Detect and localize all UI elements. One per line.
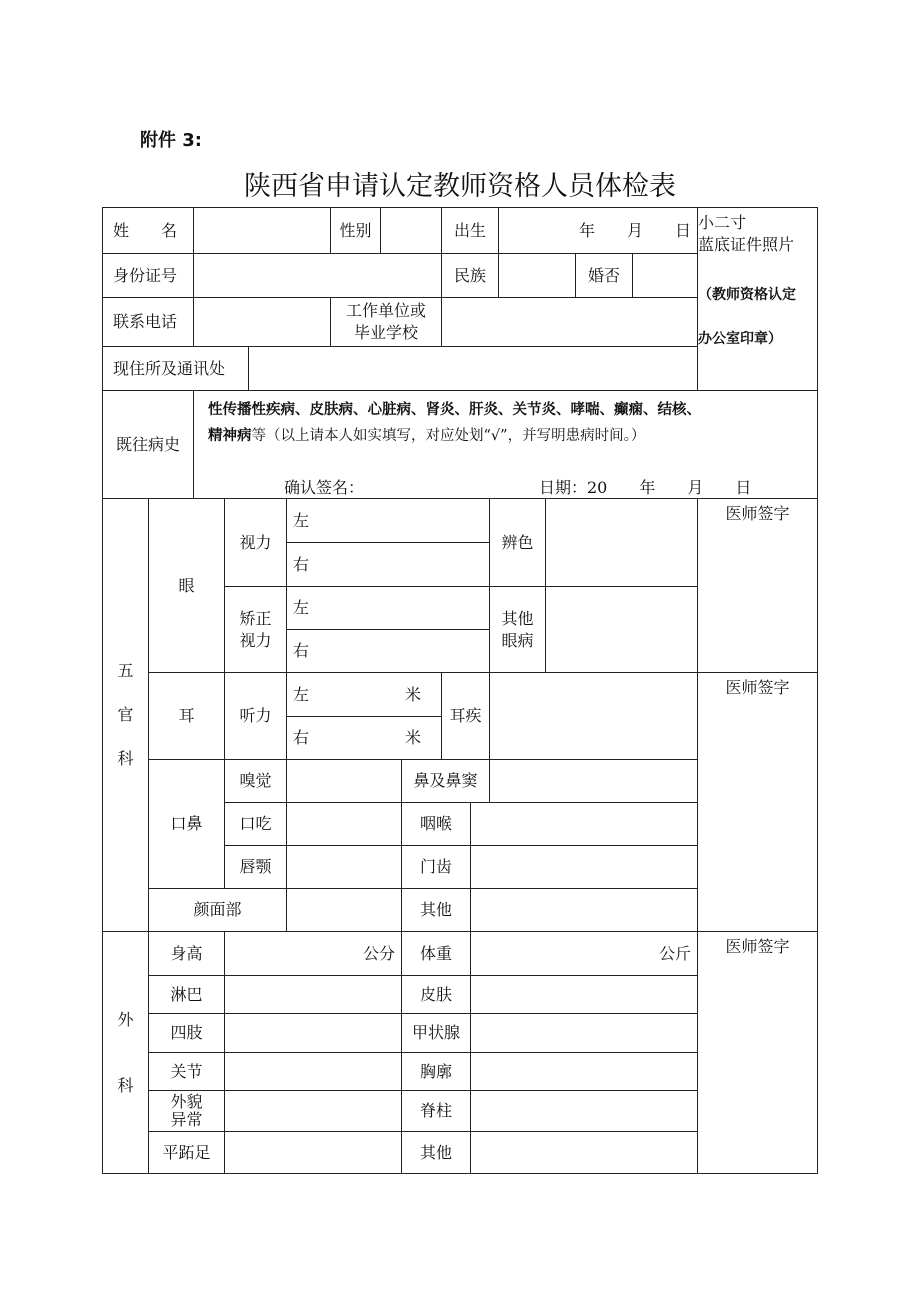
throat-field[interactable] — [470, 802, 698, 846]
label-appearance: 外貌异常 — [148, 1090, 225, 1132]
label-id: 身份证号 — [102, 253, 194, 298]
phone-field[interactable] — [193, 297, 331, 347]
date-label: 日期：20 年 月 日 — [539, 478, 752, 497]
label-birth: 出生 — [441, 207, 499, 254]
label-skin: 皮肤 — [401, 975, 471, 1014]
label-lymph: 淋巴 — [148, 975, 225, 1014]
label-name: 姓 名 — [102, 207, 194, 254]
label-phone: 联系电话 — [102, 297, 194, 347]
doctor-sign-eye[interactable]: 医师签字 — [697, 498, 818, 673]
label-married: 婚否 — [575, 253, 633, 298]
label-weight: 体重 — [401, 931, 471, 976]
chest-field[interactable] — [470, 1052, 698, 1091]
lip-field[interactable] — [286, 845, 402, 889]
attachment-label: 附件 3: — [140, 130, 202, 151]
flatfoot-field[interactable] — [224, 1131, 402, 1174]
corrected-right[interactable]: 右 — [286, 629, 490, 673]
other-eye-field[interactable] — [545, 586, 698, 673]
label-joints: 关节 — [148, 1052, 225, 1091]
label-throat: 咽喉 — [401, 802, 471, 846]
hearing-right[interactable]: 右 米 — [286, 716, 442, 760]
label-lip: 唇颚 — [224, 845, 287, 889]
label-vision: 视力 — [224, 498, 287, 587]
label-flatfoot: 平跖足 — [148, 1131, 225, 1174]
label-chest: 胸廓 — [401, 1052, 471, 1091]
hearing-left[interactable]: 左 米 — [286, 672, 442, 717]
doctor-sign-ent[interactable]: 医师签字 — [697, 672, 818, 932]
label-eye: 眼 — [148, 498, 225, 673]
skin-field[interactable] — [470, 975, 698, 1014]
photo-size: 小二寸 — [698, 213, 747, 232]
thyroid-field[interactable] — [470, 1013, 698, 1053]
label-color: 辨色 — [489, 498, 546, 587]
ear-disease-field[interactable] — [489, 672, 698, 760]
label-wuguan: 五 官 科 — [102, 498, 149, 932]
nose-sinus-field[interactable] — [489, 759, 698, 803]
label-hearing: 听力 — [224, 672, 287, 760]
joints-field[interactable] — [224, 1052, 402, 1091]
sign-label: 确认签名： — [284, 478, 365, 497]
lymph-field[interactable] — [224, 975, 402, 1014]
photo-note-2: 办公室印章） — [698, 331, 782, 347]
label-address: 现住所及通讯处 — [102, 346, 249, 391]
name-field[interactable] — [193, 207, 331, 254]
history-instruction: 等（以上请本人如实填写，对应处划“√”，并写明患病时间。） — [251, 428, 646, 444]
doctor-sign-surgery[interactable]: 医师签字 — [697, 931, 818, 1174]
label-history: 既往病史 — [102, 390, 194, 499]
label-stutter: 口吃 — [224, 802, 287, 846]
label-face: 颜面部 — [148, 888, 287, 932]
history-field[interactable] — [193, 390, 818, 499]
gender-field[interactable] — [380, 207, 442, 254]
color-field[interactable] — [545, 498, 698, 587]
appearance-field[interactable] — [224, 1090, 402, 1132]
label-spine: 脊柱 — [401, 1090, 471, 1132]
vision-right[interactable]: 右 — [286, 542, 490, 587]
label-thyroid: 甲状腺 — [401, 1013, 471, 1053]
photo-spec: 蓝底证件照片 — [698, 235, 795, 254]
photo-box — [697, 207, 818, 391]
smell-field[interactable] — [286, 759, 402, 803]
label-mouth-nose: 口鼻 — [148, 759, 225, 889]
history-mental: 精神病 — [208, 428, 252, 444]
label-nose-sinus: 鼻及鼻窦 — [401, 759, 490, 803]
vision-left[interactable]: 左 — [286, 498, 490, 543]
height-field[interactable]: 公分 — [224, 931, 402, 976]
address-field[interactable] — [248, 346, 698, 391]
photo-note-1: （教师资格认定 — [698, 287, 796, 303]
label-smell: 嗅觉 — [224, 759, 287, 803]
teeth-field[interactable] — [470, 845, 698, 889]
other-surgery-field[interactable] — [470, 1131, 698, 1174]
label-height: 身高 — [148, 931, 225, 976]
ethnicity-field[interactable] — [498, 253, 576, 298]
history-diseases: 性传播性疾病、皮肤病、心脏病、肾炎、肝炎、关节炎、哮喘、癫痫、结核、 — [208, 402, 701, 418]
label-ear-disease: 耳疾 — [441, 672, 490, 760]
work-field[interactable] — [441, 297, 698, 347]
limbs-field[interactable] — [224, 1013, 402, 1053]
weight-field[interactable]: 公斤 — [470, 931, 698, 976]
stutter-field[interactable] — [286, 802, 402, 846]
page-title — [0, 164, 920, 203]
corrected-left[interactable]: 左 — [286, 586, 490, 630]
other-ent-field[interactable] — [470, 888, 698, 932]
face-field[interactable] — [286, 888, 402, 932]
married-field[interactable] — [632, 253, 698, 298]
label-gender: 性别 — [330, 207, 381, 254]
label-other-eye: 其他眼病 — [489, 586, 546, 673]
birth-field[interactable]: 年 月 日 — [498, 207, 698, 254]
label-other-ent: 其他 — [401, 888, 471, 932]
title-text: 陕西省申请认定教师资格人员体检表 — [244, 171, 676, 202]
id-field[interactable] — [193, 253, 442, 298]
spine-field[interactable] — [470, 1090, 698, 1132]
label-teeth: 门齿 — [401, 845, 471, 889]
label-limbs: 四肢 — [148, 1013, 225, 1053]
label-other-surgery: 其他 — [401, 1131, 471, 1174]
label-surgery: 外 科 — [102, 931, 149, 1174]
label-ear: 耳 — [148, 672, 225, 760]
label-corrected: 矫正视力 — [224, 586, 287, 673]
label-ethnicity: 民族 — [441, 253, 499, 298]
label-work: 工作单位或毕业学校 — [330, 297, 442, 347]
